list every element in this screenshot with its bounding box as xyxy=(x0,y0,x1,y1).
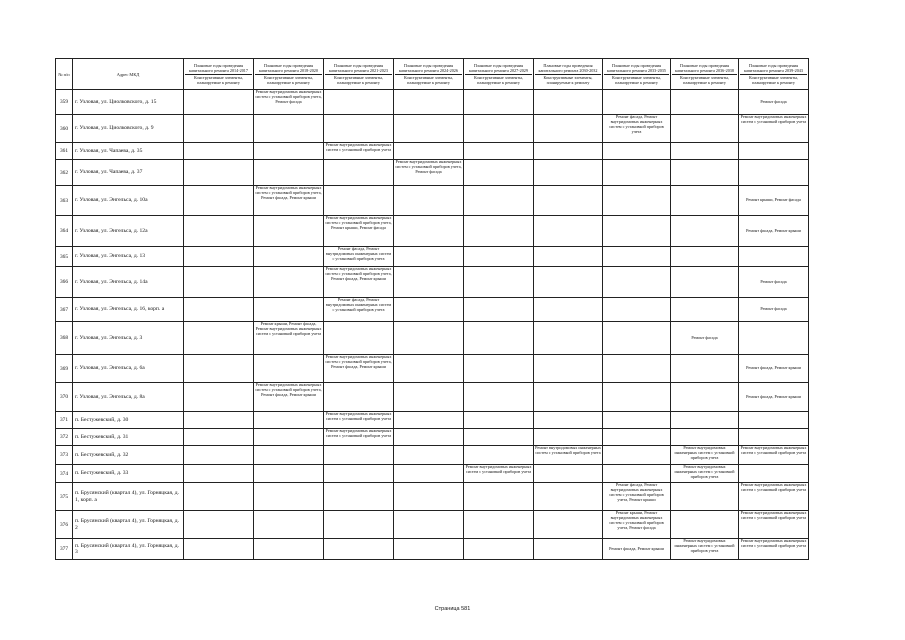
row-address: г. Узловая, ул. Энгельса, д. 13 xyxy=(73,247,184,267)
row-address: п. Брусянский (квартал 4), ул. Горняцкая, д. 1, корп. а xyxy=(73,483,184,511)
period-cell xyxy=(324,322,394,355)
period-cell xyxy=(184,216,254,247)
period-cell xyxy=(184,511,254,539)
period-cell xyxy=(671,483,739,511)
period-cell xyxy=(464,115,534,143)
period-cell xyxy=(394,115,464,143)
period-cell xyxy=(464,186,534,216)
period-cell xyxy=(464,322,534,355)
period-cell xyxy=(534,267,603,298)
period-cell xyxy=(671,160,739,186)
period-cell xyxy=(394,511,464,539)
period-cell xyxy=(534,115,603,143)
period-cell xyxy=(534,383,603,412)
period-cell xyxy=(671,355,739,383)
row-address: г. Узловая, ул. Чапаева, д. 35 xyxy=(73,143,184,160)
period-cell: Ремонт фасада, Ремонт внутридомовых инженерных систем с установкой приборов учета xyxy=(324,298,394,322)
period-cell xyxy=(254,465,324,483)
period-cell xyxy=(534,186,603,216)
period-cell xyxy=(671,298,739,322)
period-cell xyxy=(603,429,671,446)
period-cell xyxy=(534,298,603,322)
period-cell xyxy=(394,383,464,412)
row-number: 373 xyxy=(56,446,73,465)
period-caption: Плановые годы проведения капитального ремонта 2018-2020 xyxy=(255,63,322,75)
period-cell: Ремонт крыши, Ремонт внутридомовых инженерных систем с установкой приборов учета, Ремонт фасада xyxy=(603,511,671,539)
period-cell xyxy=(464,483,534,511)
period-cell xyxy=(603,322,671,355)
period-cell xyxy=(739,160,809,186)
period-cell: Ремонт внутридомовых инженерных систем с установкой приборов учета xyxy=(739,511,809,539)
period-cell xyxy=(184,412,254,429)
table-row xyxy=(56,483,809,511)
period-cell xyxy=(184,539,254,560)
period-cell xyxy=(184,383,254,412)
period-cell xyxy=(739,143,809,160)
period-cell: Ремонт внутридомовых инженерных систем с установкой приборов учета, Ремонт крыши, Ремонт фасада xyxy=(324,216,394,247)
table-row xyxy=(56,412,809,429)
period-cell xyxy=(603,143,671,160)
row-address: п. Брусянский (квартал 4), ул. Горняцкая, д. 2 xyxy=(73,511,184,539)
period-cell xyxy=(184,247,254,267)
period-cell xyxy=(254,511,324,539)
header-period xyxy=(603,59,671,90)
row-address: г. Узловая, ул. Энгельса, д. 12а xyxy=(73,216,184,247)
period-cell xyxy=(324,115,394,143)
period-cell xyxy=(603,465,671,483)
header-period xyxy=(739,59,809,90)
period-cell: Ремонт внутридомовых инженерных систем с установкой приборов учета xyxy=(671,446,739,465)
period-cell xyxy=(254,446,324,465)
period-cell xyxy=(671,429,739,446)
row-number: 367 xyxy=(56,298,73,322)
header-period xyxy=(534,59,603,90)
period-cell xyxy=(324,383,394,412)
period-cell xyxy=(464,355,534,383)
table-row xyxy=(56,160,809,186)
period-cell xyxy=(254,115,324,143)
table-row xyxy=(56,446,809,465)
table-row xyxy=(56,115,809,143)
period-cell: Ремонт внутридомовых инженерных систем с установкой приборов учета, Ремонт фасада, Ремонт крыши xyxy=(254,186,324,216)
period-cell: Ремонт крыши, Ремонт фасада xyxy=(739,186,809,216)
period-cell xyxy=(534,412,603,429)
row-address: г. Узловая, ул. Энгельса, д. 3 xyxy=(73,322,184,355)
table-row xyxy=(56,143,809,160)
period-cell xyxy=(394,267,464,298)
period-cell xyxy=(184,143,254,160)
period-cell xyxy=(394,446,464,465)
period-cell: Ремонт внутридомовых инженерных систем с установкой приборов учета, Ремонт фасада xyxy=(254,90,324,115)
row-number: 371 xyxy=(56,412,73,429)
period-cell xyxy=(324,90,394,115)
period-cell xyxy=(184,355,254,383)
row-number: 376 xyxy=(56,511,73,539)
period-cell xyxy=(739,322,809,355)
period-cell xyxy=(534,511,603,539)
period-cell xyxy=(603,247,671,267)
period-cell: Ремонт внутридомовых инженерных систем с установкой приборов учета xyxy=(324,143,394,160)
period-subcaption: Конструктивные элементы, планируемые к ремонту xyxy=(543,75,593,85)
table-row xyxy=(56,90,809,115)
period-cell xyxy=(324,539,394,560)
period-cell xyxy=(254,412,324,429)
period-cell xyxy=(534,216,603,247)
period-cell xyxy=(394,247,464,267)
period-cell xyxy=(603,412,671,429)
row-address: г. Узловая, ул. Циолковского, д. 9 xyxy=(73,115,184,143)
row-address: п. Бестужевский, д. 32 xyxy=(73,446,184,465)
period-cell xyxy=(464,511,534,539)
period-cell xyxy=(394,143,464,160)
period-cell: Ремонт внутридомовых инженерных систем с установкой приборов учета, Ремонт фасада, Ремонт крыши xyxy=(254,383,324,412)
table-row xyxy=(56,186,809,216)
row-address: г. Узловая, ул. Энгельса, д. 14а xyxy=(73,267,184,298)
period-cell xyxy=(534,429,603,446)
table-row xyxy=(56,465,809,483)
header-period xyxy=(464,59,534,90)
period-caption: Плановые годы проведения капитального ремонта 2027-2029 xyxy=(465,63,532,75)
row-address: г. Узловая, ул. Циолковского, д. 15 xyxy=(73,90,184,115)
period-subcaption: Конструктивные элементы, планируемые к ремонту xyxy=(612,75,661,85)
period-cell xyxy=(184,483,254,511)
period-subcaption: Конструктивные элементы, планируемые к ремонту xyxy=(264,75,313,85)
period-cell xyxy=(184,267,254,298)
period-cell xyxy=(671,511,739,539)
period-cell xyxy=(254,355,324,383)
row-number: 368 xyxy=(56,322,73,355)
period-cell: Ремонт фасада xyxy=(671,322,739,355)
row-address: г. Узловая, ул. Чапаева, д. 37 xyxy=(73,160,184,186)
period-cell xyxy=(739,247,809,267)
period-cell xyxy=(394,322,464,355)
row-address: п. Бестужевский, д. 33 xyxy=(73,465,184,483)
period-cell xyxy=(603,446,671,465)
period-cell: Ремонт внутридомовых инженерных систем с установкой приборов учета xyxy=(324,429,394,446)
period-cell: Ремонт фасада, Ремонт крыши xyxy=(739,355,809,383)
row-address: г. Узловая, ул. Энгельса, д. 6а xyxy=(73,355,184,383)
period-cell: Ремонт фасада, Ремонт внутридомовых инженерных систем с установкой приборов учета, Ремонт крыши xyxy=(603,483,671,511)
table-row xyxy=(56,267,809,298)
period-cell xyxy=(464,412,534,429)
period-cell xyxy=(184,90,254,115)
period-cell xyxy=(671,216,739,247)
period-cell xyxy=(254,483,324,511)
period-cell xyxy=(184,298,254,322)
period-cell xyxy=(464,267,534,298)
table-row xyxy=(56,216,809,247)
period-caption: Плановые годы проведения капитального ремонта 2036-2038 xyxy=(672,63,737,75)
period-caption: Плановые годы проведения капитального ремонта 2024-2026 xyxy=(395,63,462,75)
header-period xyxy=(671,59,739,90)
period-cell xyxy=(671,90,739,115)
period-cell xyxy=(603,267,671,298)
period-cell xyxy=(603,298,671,322)
period-cell xyxy=(534,322,603,355)
period-cell: Ремонт внутридомовых инженерных систем с установкой приборов учета xyxy=(739,539,809,560)
period-cell xyxy=(534,483,603,511)
period-cell: Ремонт внутридомовых инженерных систем с установкой приборов учета xyxy=(739,483,809,511)
header-address: Адрес МКД xyxy=(73,59,184,90)
table-row xyxy=(56,511,809,539)
period-cell: Ремонт внутридомовых инженерных систем с установкой приборов учета xyxy=(671,465,739,483)
period-cell xyxy=(464,298,534,322)
period-cell xyxy=(603,186,671,216)
period-cell xyxy=(671,412,739,429)
period-cell xyxy=(394,412,464,429)
table-row xyxy=(56,539,809,560)
period-cell: Ремонт внутридомовых инженерных систем с установкой приборов учета xyxy=(464,465,534,483)
period-cell xyxy=(324,446,394,465)
row-number: 377 xyxy=(56,539,73,560)
period-subcaption: Конструктивные элементы, планируемые к ремонту xyxy=(194,75,243,85)
period-cell xyxy=(671,383,739,412)
period-subcaption: Конструктивные элементы, планируемые к ремонту xyxy=(334,75,383,85)
row-number: 363 xyxy=(56,186,73,216)
period-cell xyxy=(671,115,739,143)
period-cell xyxy=(394,483,464,511)
period-cell xyxy=(464,216,534,247)
period-cell xyxy=(534,160,603,186)
period-cell: Ремонт крыши, Ремонт фасада, Ремонт внутридомовых инженерных систем с установкой приборов учета xyxy=(254,322,324,355)
period-cell xyxy=(394,465,464,483)
period-cell xyxy=(534,143,603,160)
header-period xyxy=(254,59,324,90)
period-cell: Ремонт внутридомовых инженерных систем с установкой приборов учета, Ремонт фасада, Ремонт крыши xyxy=(324,267,394,298)
period-cell: Ремонт внутридомовых инженерных систем с установкой приборов учета, Ремонт фасада xyxy=(394,160,464,186)
period-cell: Ремонт внутридомовых инженерных систем с установкой приборов учета xyxy=(671,539,739,560)
period-cell xyxy=(324,465,394,483)
row-number: 365 xyxy=(56,247,73,267)
period-cell xyxy=(394,429,464,446)
row-number: 362 xyxy=(56,160,73,186)
period-cell: Ремонт внутридомовых инженерных систем с установкой приборов учета, Ремонт фасада, Ремонт крыши xyxy=(324,355,394,383)
period-cell xyxy=(184,429,254,446)
period-cell xyxy=(534,247,603,267)
row-address: г. Узловая, ул. Энгельса, д. 16, корп. а xyxy=(73,298,184,322)
period-cell xyxy=(671,143,739,160)
period-cell xyxy=(394,355,464,383)
period-cell xyxy=(324,483,394,511)
page-footer: Страница 581 xyxy=(434,606,471,612)
period-cell xyxy=(603,355,671,383)
row-address: п. Бестужевский, д. 30 xyxy=(73,412,184,429)
period-cell xyxy=(254,298,324,322)
period-cell xyxy=(603,383,671,412)
period-cell xyxy=(464,160,534,186)
table-row xyxy=(56,247,809,267)
period-cell xyxy=(464,446,534,465)
period-cell xyxy=(671,247,739,267)
period-cell: Ремонт фасада, Ремонт крыши xyxy=(603,539,671,560)
period-cell xyxy=(254,539,324,560)
period-cell: Ремонт внутридомовых инженерных систем с установкой приборов учета xyxy=(739,446,809,465)
table-row xyxy=(56,383,809,412)
period-cell xyxy=(324,186,394,216)
table-row xyxy=(56,298,809,322)
period-cell xyxy=(739,412,809,429)
period-cell xyxy=(254,160,324,186)
period-subcaption: Конструктивные элементы, планируемые к ремонту xyxy=(474,75,523,85)
row-number: 370 xyxy=(56,383,73,412)
period-cell: Ремонт фасада, Ремонт крыши xyxy=(739,383,809,412)
period-cell xyxy=(184,186,254,216)
row-number: 375 xyxy=(56,483,73,511)
table-row xyxy=(56,355,809,383)
period-cell: Ремонт фасада, Ремонт крыши xyxy=(739,216,809,247)
period-caption: Плановые годы проведения капитального ремонта 2014-2017 xyxy=(185,63,252,75)
period-cell xyxy=(671,267,739,298)
table-body xyxy=(56,90,809,560)
period-caption: Плановые годы проведения капитального ремонта 2021-2023 xyxy=(325,63,392,75)
period-caption: Плановые годы проведения капитального ремонта 2033-2035 xyxy=(604,63,669,75)
period-cell xyxy=(464,383,534,412)
period-cell xyxy=(254,267,324,298)
period-cell xyxy=(394,539,464,560)
period-cell xyxy=(254,216,324,247)
period-cell: Ремонт внутридомовых инженерных систем с установкой приборов учета xyxy=(739,115,809,143)
period-cell xyxy=(464,143,534,160)
period-cell xyxy=(534,539,603,560)
period-cell xyxy=(464,539,534,560)
row-number: 360 xyxy=(56,115,73,143)
period-cell xyxy=(603,216,671,247)
period-cell xyxy=(184,322,254,355)
table-row xyxy=(56,322,809,355)
row-address: п. Бестужевский, д. 31 xyxy=(73,429,184,446)
period-cell xyxy=(254,429,324,446)
header-period xyxy=(184,59,254,90)
period-cell: Ремонт фасада, Ремонт внутридомовых инженерных систем с установкой приборов учета xyxy=(603,115,671,143)
row-number: 364 xyxy=(56,216,73,247)
period-cell: Ремонт внутридомовых инженерных систем с установкой приборов учета xyxy=(324,412,394,429)
period-cell xyxy=(184,446,254,465)
header-period xyxy=(394,59,464,90)
table-row xyxy=(56,429,809,446)
period-cell xyxy=(603,90,671,115)
row-number: 361 xyxy=(56,143,73,160)
period-cell xyxy=(739,465,809,483)
period-cell: Ремонт фасада xyxy=(739,90,809,115)
table-header-row xyxy=(56,59,809,90)
row-address: г. Узловая, ул. Энгельса, д. 10а xyxy=(73,186,184,216)
period-cell xyxy=(603,160,671,186)
period-subcaption: Конструктивные элементы, планируемые к ремонту xyxy=(404,75,453,85)
period-cell xyxy=(324,160,394,186)
period-cell xyxy=(464,429,534,446)
period-cell: Ремонт фасада xyxy=(739,267,809,298)
period-cell xyxy=(394,216,464,247)
row-number: 359 xyxy=(56,90,73,115)
period-cell xyxy=(534,90,603,115)
period-cell: Ремонт внутридомовых инженерных систем с установкой приборов учета xyxy=(534,446,603,465)
repair-schedule-table xyxy=(55,58,809,560)
period-cell xyxy=(464,90,534,115)
period-cell xyxy=(324,511,394,539)
header-period xyxy=(324,59,394,90)
period-cell: Ремонт фасада, Ремонт внутридомовых инженерных систем с установкой приборов учета xyxy=(324,247,394,267)
row-number: 369 xyxy=(56,355,73,383)
period-cell xyxy=(671,186,739,216)
repair-schedule-sheet xyxy=(55,58,808,560)
period-cell xyxy=(394,90,464,115)
period-cell xyxy=(464,247,534,267)
period-cell xyxy=(254,143,324,160)
header-num: № п/п xyxy=(56,59,73,90)
period-cell xyxy=(534,355,603,383)
period-cell: Ремонт фасада xyxy=(739,298,809,322)
row-number: 366 xyxy=(56,267,73,298)
period-cell xyxy=(184,465,254,483)
row-number: 374 xyxy=(56,465,73,483)
row-address: п. Брусянский (квартал 4), ул. Горняцкая, д. 3 xyxy=(73,539,184,560)
period-subcaption: Конструктивные элементы, планируемые к ремонту xyxy=(680,75,729,85)
period-cell xyxy=(534,465,603,483)
period-cell xyxy=(254,247,324,267)
period-subcaption: Конструктивные элементы, планируемые к ремонту xyxy=(749,75,798,85)
period-cell xyxy=(739,429,809,446)
period-cell xyxy=(394,186,464,216)
period-cell xyxy=(394,298,464,322)
period-cell xyxy=(184,160,254,186)
row-number: 372 xyxy=(56,429,73,446)
period-cell xyxy=(184,115,254,143)
period-caption: Плановые годы проведения капитального ремонта 2030-2032 xyxy=(535,63,601,75)
row-address: г. Узловая, ул. Энгельса, д. 8а xyxy=(73,383,184,412)
period-caption: Плановые годы проведения капитального ремонта 2039-2043 xyxy=(740,63,807,75)
